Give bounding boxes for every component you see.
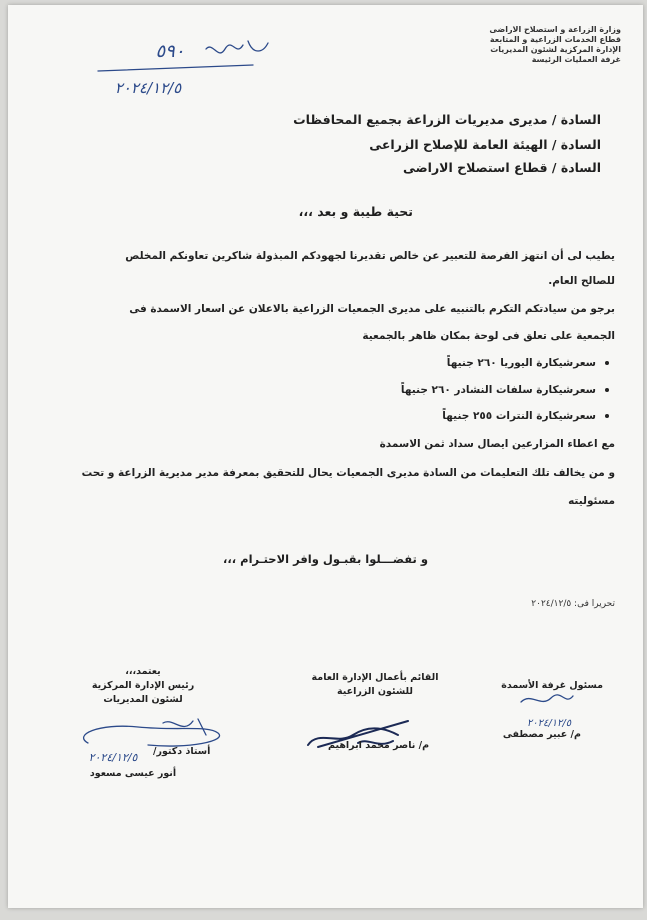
price-bullet: سعرشيكارة سلفات النشادر ٢٦٠ جنيهاً bbox=[401, 384, 609, 396]
letter-page bbox=[8, 5, 643, 908]
date-line: تحريرا فى: ٢٠٢٤/١٢/٥ bbox=[531, 599, 615, 609]
handwritten-number: ٥٩٠ bbox=[155, 41, 185, 62]
paragraph-line: مع اعطاء المزارعين ايصال سداد ثمن الاسمدة bbox=[379, 438, 615, 450]
header-line: غرفة العمليات الرئيسة bbox=[531, 55, 621, 64]
signatory-name: م/ ناصر محمد ابراهيم bbox=[328, 740, 430, 751]
price-bullet: سعرشيكارة النترات ٢٥٥ جنيهاً bbox=[442, 410, 609, 422]
paragraph-line: مسئوليته bbox=[568, 495, 615, 507]
header-line: قطاع الخدمات الزراعية و المتابعة bbox=[489, 35, 621, 44]
signatory-title: رئيس الإدارة المركزية bbox=[91, 680, 195, 691]
closing-line: و تفضـــلوا بقبـول وافر الاحتـرام ،،، bbox=[223, 552, 428, 566]
addressee-line: السادة / مديرى مديريات الزراعة بجميع المحافظات bbox=[293, 112, 601, 127]
signatory-rank: أستاذ دكتور/ bbox=[153, 746, 211, 757]
signatory-name: أنور عيسى مسعود bbox=[89, 768, 177, 779]
bullet-dot bbox=[605, 361, 609, 365]
bullet-dot bbox=[605, 388, 609, 392]
ministry-header bbox=[489, 25, 621, 65]
bullet-dot bbox=[605, 414, 609, 418]
signature-block-approver bbox=[63, 665, 223, 707]
paragraph-line: للصالح العام. bbox=[548, 275, 615, 287]
greeting: تحية طيبة و بعد ،،، bbox=[298, 204, 413, 219]
header-line: وزارة الزراعة و استصلاح الاراضى bbox=[489, 25, 621, 34]
approval-label: يعتمد،،، bbox=[125, 666, 161, 677]
paragraph-line: برجو من سيادتكم التكرم بالتنبيه على مديرى الجمعيات الزراعية بالاعلان عن اسعار الاسمدة فى bbox=[129, 303, 615, 315]
signatory-title: لشئون المديريات bbox=[103, 694, 183, 705]
handwritten-date: ٢٠٢٤/١٢/٥ bbox=[526, 718, 572, 729]
signatory-title: للشئون الزراعية bbox=[337, 686, 413, 697]
price-bullet: سعرشيكارة اليوريا ٢٦٠ جنيهاً bbox=[447, 357, 609, 369]
paragraph-line: يطيب لى أن انتهز الفرصة للتعبير عن خالص تقديرنا لجهودكم المبذولة شاكرين تعاونكم المخلص bbox=[125, 250, 615, 262]
paragraph-line: الجمعية على تعلق فى لوحة بمكان ظاهر بالجمعية bbox=[362, 330, 615, 342]
signatory-name: م/ عبير مصطفى bbox=[502, 729, 581, 740]
addressee-line: السادة / الهيئة العامة للإصلاح الزراعى bbox=[369, 137, 601, 152]
paragraph-line: و من يخالف تلك التعليمات من السادة مديرى الجمعيات يحال للتحقيق بمعرفة مدير مديرية الزراعة و تحت bbox=[81, 467, 615, 479]
signatory-title: مسئول غرفة الأسمدة bbox=[501, 680, 603, 691]
signatory-title: القائم بأعمال الإدارة العامة bbox=[311, 672, 439, 683]
handwritten-reference bbox=[78, 35, 278, 105]
header-line: الإدارة المركزية لشئون المديريات bbox=[490, 45, 621, 54]
addressee-line: السادة / قطاع استصلاح الاراضى bbox=[402, 160, 601, 175]
handwritten-date: ٢٠٢٤/١٢/٥ bbox=[114, 79, 182, 97]
signature-right bbox=[513, 688, 593, 733]
handwritten-date: ٢٠٢٤/١٢/٥ bbox=[88, 751, 138, 764]
signature-block-center bbox=[300, 671, 450, 699]
